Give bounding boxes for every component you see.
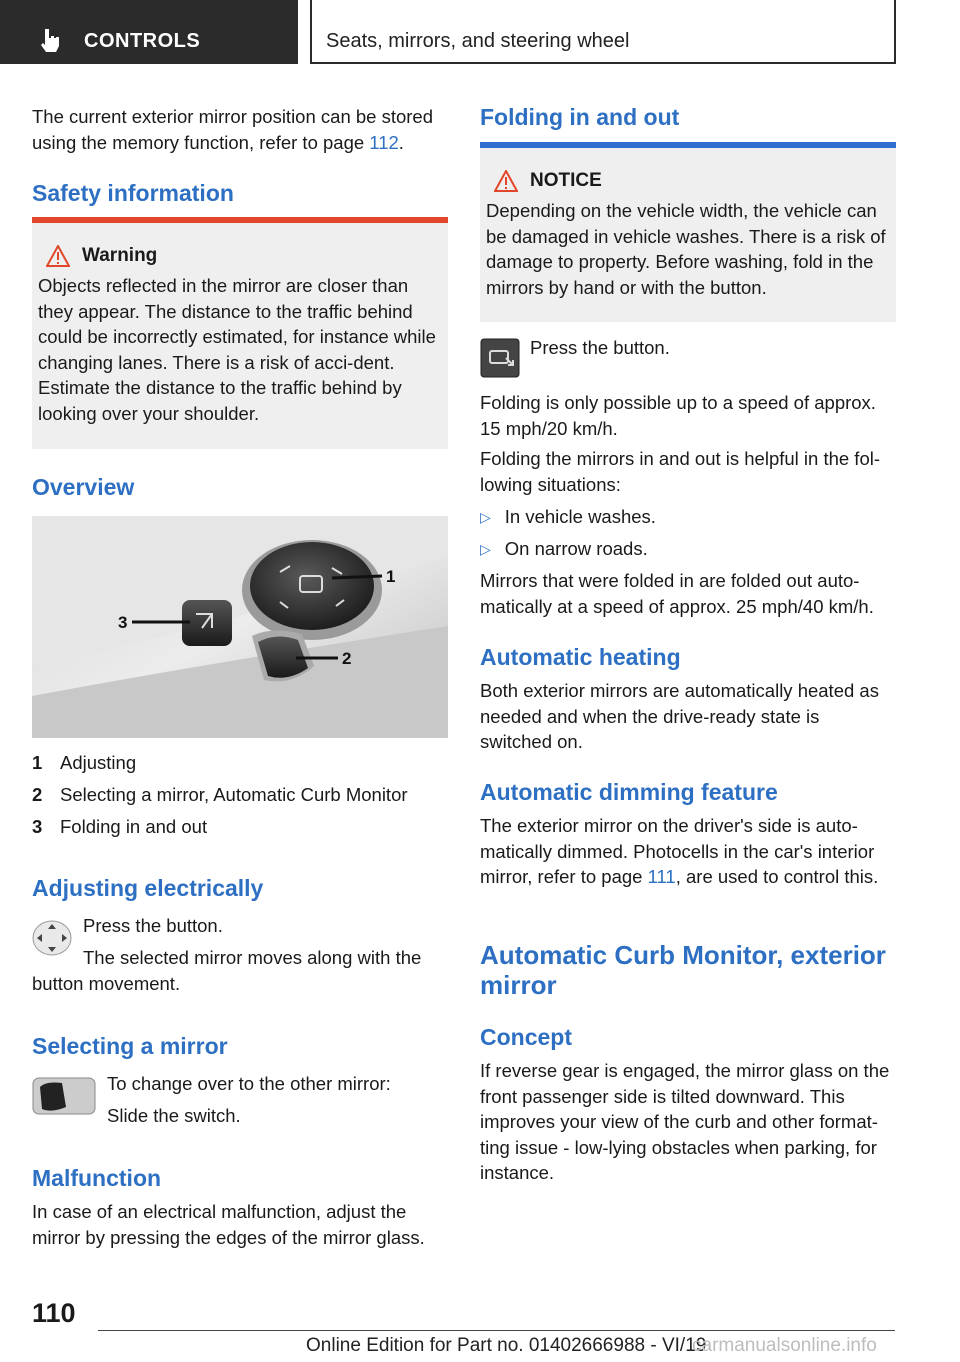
hand-pointer-icon <box>36 26 64 54</box>
legend-item-1: 1 Adjusting <box>32 752 137 773</box>
malfunction-text: In case of an electrical malfunction, adjust the mirror by pressing the edges of the mirror glass. <box>32 1201 425 1248</box>
selecting-heading: Selecting a mirror <box>32 1033 228 1059</box>
section-tab <box>0 0 298 64</box>
warning-title: Warning <box>82 245 158 266</box>
callout-3: 3 <box>118 613 128 632</box>
malfunction-heading: Malfunction <box>32 1165 162 1191</box>
page-number: 110 <box>32 1298 76 1328</box>
legend-item-2: 2 Selecting a mirror, Automatic Curb Monitor <box>32 784 408 805</box>
bullet-2: ▷ On narrow roads. <box>480 538 648 559</box>
footer-edition: Online Edition for Part no. 01402666988 - VI/19 <box>306 1335 707 1356</box>
dimming-heading: Automatic dimming feature <box>480 779 778 805</box>
notice-triangle-icon <box>494 170 518 192</box>
legend-item-3: 3 Folding in and out <box>32 816 208 837</box>
concept-text: If reverse gear is engaged, the mirror glass on the front passenger side is tilted downward. This improves your view of the curb and other format-ting issue - low-lying obstacles when parking, for instance. <box>480 1060 890 1183</box>
notice-title: NOTICE <box>530 170 602 191</box>
chapter-tab <box>310 0 896 64</box>
folding-p1: Folding is only possible up to a speed of approx. 15 mph/20 km/h. <box>480 392 876 439</box>
bullet-arrow-icon: ▷ <box>480 509 491 525</box>
selecting-p1: To change over to the other mirror: <box>107 1073 391 1094</box>
callout-2: 2 <box>342 649 352 668</box>
curb-monitor-heading: Automatic Curb Monitor, exterior mirror <box>480 940 886 1000</box>
warning-triangle-icon <box>46 245 70 267</box>
bullet-1: ▷ In vehicle washes. <box>480 506 656 527</box>
warning-box <box>32 217 448 449</box>
heating-text: Both exterior mirrors are automatically heated as needed and when the drive-ready state is switched on. <box>480 680 879 752</box>
press-text: Press the button. <box>530 337 670 358</box>
section-title: CONTROLS <box>84 30 201 52</box>
chapter-title: Seats, mirrors, and steering wheel <box>326 30 630 52</box>
adjusting-heading: Adjusting electrically <box>32 875 264 901</box>
page-link-112[interactable]: 112 <box>369 131 399 153</box>
overview-heading: Overview <box>32 474 135 500</box>
selecting-p2: Slide the switch. <box>107 1105 241 1126</box>
dimming-paragraph: The exterior mirror on the driver's side is auto-matically dimmed. Photocells in the car's interior mirror, refer to page 111, are used to control this. <box>480 815 879 887</box>
folding-p2: Folding the mirrors in and out is helpful in the fol-lowing situations: <box>480 448 881 495</box>
notice-text: Depending on the vehicle width, the vehicle can be damaged in vehicle washes. There is a risk of damage to property. Before washing, fold in the mirrors by hand or with the button. <box>486 200 886 298</box>
notice-box <box>480 142 896 322</box>
heating-heading: Automatic heating <box>480 644 681 670</box>
selector-switch-icon <box>32 1077 96 1115</box>
adjusting-p2: The selected mirror moves along with the button movement. <box>32 947 422 994</box>
intro-paragraph: The current exterior mirror position can be stored using the memory function, refer to page 112. <box>32 106 434 153</box>
page-link-111[interactable]: 111 <box>647 866 676 887</box>
mirror-controls-photo <box>32 516 448 738</box>
adjusting-p1: Press the button. <box>83 915 223 936</box>
fold-button-icon <box>480 338 520 378</box>
folding-p3: Mirrors that were folded in are folded out auto-matically at a speed of approx. 25 mph/40 km/h. <box>480 570 874 617</box>
safety-heading: Safety information <box>32 180 234 206</box>
footer-watermark: carmanualsonline.info <box>692 1335 877 1356</box>
warning-text: Objects reflected in the mirror are closer than they appear. The distance to the traffic behind could be incorrectly estimated, for instance while changing lanes. There is a risk of acci-dent. Estimate the distance to the traffic behind by looking over your shoulder. <box>38 275 436 424</box>
folding-heading: Folding in and out <box>480 104 680 130</box>
concept-heading: Concept <box>480 1024 572 1050</box>
footer-divider <box>98 1330 895 1331</box>
bullet-arrow-icon: ▷ <box>480 541 491 557</box>
callout-1: 1 <box>386 567 396 586</box>
